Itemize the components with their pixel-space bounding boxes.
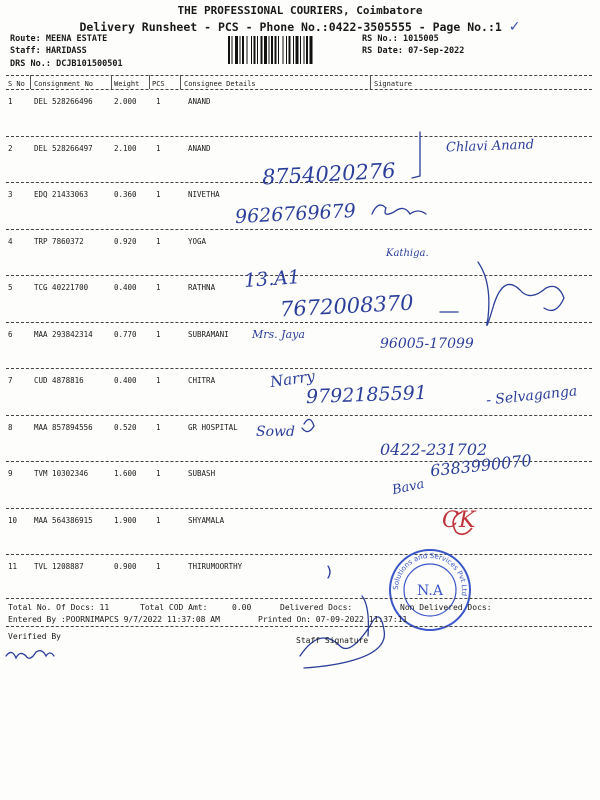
route-label: Route: [10,34,41,44]
row-pcs: 1 [156,143,161,153]
row-sno: 1 [8,97,13,106]
total-cod-label: Total COD Amt: [140,603,208,612]
row-weight: 0.770 [114,329,137,339]
row-pcs: 1 [156,236,161,246]
signature-scribble-row11 [328,566,330,578]
handwritten-phone: 96005-17099 [380,336,474,352]
row-pcs: 1 [156,562,161,571]
row-consignment-no: DEL 528266496 [34,97,93,106]
verified-initials [6,651,54,659]
non-delivered-docs: Non Delivered Docs: [400,603,492,612]
handwritten-phone: 8754020276 [261,158,397,190]
handwritten-phone: 9626769679 [234,199,357,229]
row-consignment-no: MAA 857894556 [34,422,93,432]
row-weight: 0.400 [114,283,137,292]
signature-scribble-row5 [478,262,564,325]
handwritten-phone: 0422-231702 [380,440,488,459]
row-consignment-no: MAA 564386915 [34,515,93,525]
total-cod-value: 0.00 [232,603,252,612]
handwritten-phone: 9792185591 [305,381,428,409]
row-sno: 5 [8,283,13,292]
entered-by: Entered By :POORNIMAPCS 9/7/2022 11:37:08 AM [8,615,220,624]
footer-bottom-rule [6,626,592,627]
col-header-weight: Weight [114,80,140,88]
row-consignee: NIVETHA [188,190,220,199]
row-consignee: GR HOSPITAL [188,422,238,432]
row-consignment-no: MAA 293842314 [34,329,93,339]
handwritten-name: Narry [268,366,316,392]
drs-label: DRS No.: [10,59,51,69]
row-consignee: RATHNA [188,283,216,292]
row-consignee: SUBRAMANI [188,329,229,339]
row-weight: 2.100 [114,143,137,153]
row-weight: 0.900 [114,562,137,571]
row-sno: 3 [8,190,13,199]
row-consignee: SUBASH [188,469,216,478]
signature-scribble-row2 [412,132,420,178]
verified-by-label: Verified By [8,632,61,641]
col-header-signature: Signature [374,80,412,88]
row-pcs: 1 [156,283,161,292]
row-consignment-no: DEL 528266497 [34,143,93,153]
handwritten-name: - Selvaganga [485,383,579,409]
row-consignee: YOGA [188,236,207,246]
handwritten-name: Mrs. Jaya [252,328,305,341]
row-consignment-no: CUD 4878816 [34,376,84,385]
staff-value: HARIDASS [45,46,87,56]
handwritten-name: Bava [390,476,426,499]
row-pcs: 1 [156,422,161,432]
handwritten-note: 13.A1 [243,266,301,292]
rs-date-value: 07-Sep-2022 [408,46,465,56]
row-consignee: ANAND [188,97,211,106]
check-tick-icon: ✓ [508,19,521,35]
handwritten-signature: Sowd [256,424,295,440]
signature-scribble-row3 [372,205,426,214]
row-pcs: 1 [156,329,161,339]
handwritten-phone: 7672008370 [279,290,415,322]
stamp-initials: N.A [417,583,443,599]
row-weight: 1.900 [114,515,137,525]
row-weight: 0.400 [114,376,137,385]
row-consignment-no: TVM 10302346 [34,469,89,478]
row-weight: 0.520 [114,422,137,432]
col-header-consignee: Consignee Details [184,80,256,88]
staff-label: Staff: [10,46,41,56]
staff-signature-label: Staff Signature [296,636,369,645]
row-sno: 2 [8,143,13,153]
row-consignment-no: TRP 7860372 [34,236,84,246]
row-sno: 7 [8,376,13,385]
handwritten-note: Kathiga. [386,248,429,259]
rs-no-value: 1015005 [402,34,439,44]
col-header-sno: S No [8,80,25,88]
row-weight: 0.920 [114,236,137,246]
row-weight: 2.000 [114,97,137,106]
row-weight: 0.360 [114,190,137,199]
row-consignee: CHITRA [188,376,216,385]
row-sno: 10 [8,515,18,525]
footer-top-rule [6,598,592,599]
row-sno: 9 [8,469,13,478]
row-sno: 4 [8,236,13,246]
handwritten-initials: CK [442,508,476,533]
handwritten-phone: 6383990070 [429,450,533,481]
row-weight: 1.600 [114,469,137,478]
printed-on: Printed On: 07-09-2022 11:37:11 [258,615,408,624]
company-title: THE PROFESSIONAL COURIERS, Coimbatore [177,4,423,17]
rs-no-label: RS No.: [362,34,398,44]
total-docs: Total No. Of Docs: 11 [8,603,110,612]
row-consignee: SHYAMALA [188,515,225,525]
runsheet-subtitle-text: Delivery Runsheet - PCS - Phone No.:0422-3505555 - Page No.:1 [79,20,502,34]
row-pcs: 1 [156,515,161,525]
row-consignment-no: TVL 1208887 [34,562,84,571]
row-pcs: 1 [156,97,161,106]
col-header-consignment: Consignment No [34,80,94,88]
row-consignee: ANAND [188,143,211,153]
row-pcs: 1 [156,376,161,385]
row-consignment-no: EDQ 21433063 [34,190,89,199]
red-mark [453,512,472,534]
row-consignee: THIRUMOORTHY [188,562,243,571]
drs-value: DCJB101500501 [56,59,123,69]
row-sno: 6 [8,329,13,339]
col-header-pcs: PCS [152,80,165,88]
handwritten-name: Chlavi Anand [445,137,535,156]
row-consignment-no: TCG 40221700 [34,283,89,292]
row-sno: 8 [8,422,13,432]
stamp-ring-text: Solutions and Services Pvt Ltd [391,551,469,597]
signature-scribble-row8 [302,419,314,431]
row-pcs: 1 [156,469,161,478]
route-value: MEENA ESTATE [45,34,108,44]
rs-date-label: RS Date: [362,46,403,56]
row-sno: 11 [8,562,18,571]
delivered-docs: Delivered Docs: [280,603,353,612]
row-pcs: 1 [156,190,161,199]
